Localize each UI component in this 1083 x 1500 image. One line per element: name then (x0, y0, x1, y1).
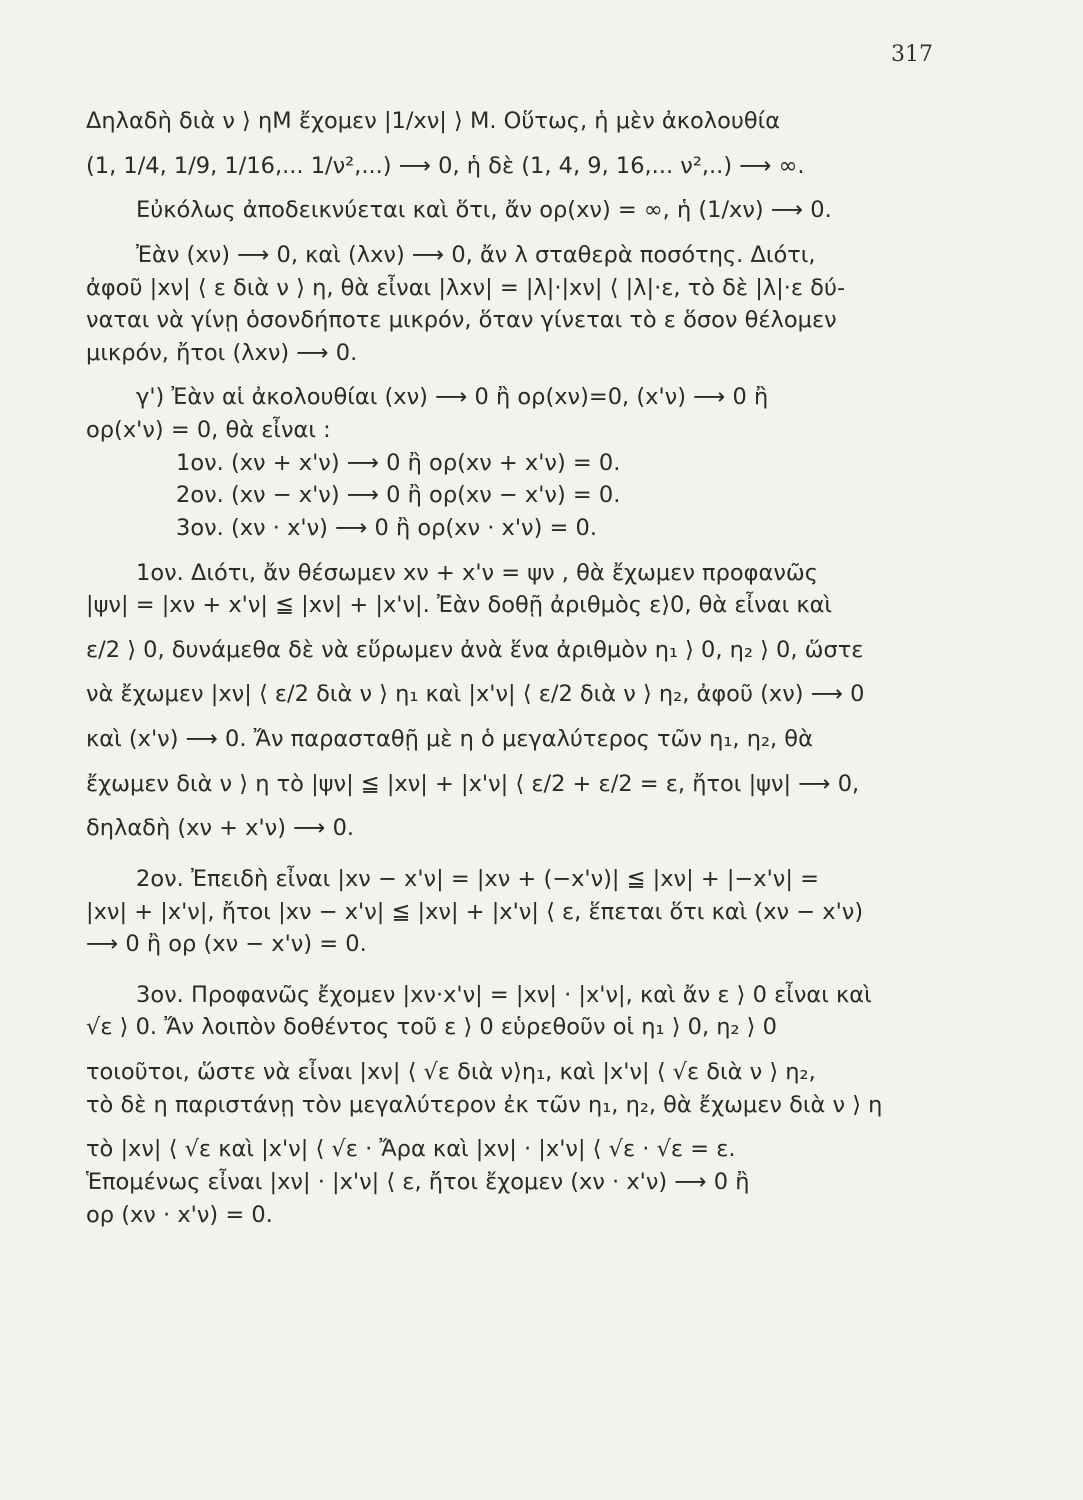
text-line: (1, 1/4, 1/9, 1/16,... 1/ν²,...) ⟶ 0, ἡ δὲ (1, 4, 9, 16,... ν²,..) ⟶ ∞. (86, 152, 805, 179)
text-line: 1ον. (xν + x'ν) ⟶ 0 ἢ ορ(xν + x'ν) = 0. (176, 449, 621, 476)
text-line: ορ (xν · x'ν) = 0. (86, 1201, 273, 1228)
text-line: τοιοῦτοι, ὥστε νὰ εἶναι |xν| ⟨ √ε διὰ ν⟩η₁, καὶ |x'ν| ⟨ √ε διὰ ν ⟩ η₂, (86, 1059, 816, 1085)
text-line: 2ον. Ἐπειδὴ εἶναι |xν − x'ν| = |xν + (−x'ν)| ≦ |xν| + |−x'ν| = (136, 865, 819, 892)
text-line: ἀφοῦ |xν| ⟨ ε διὰ ν ⟩ η, θὰ εἶναι |λxν| = |λ|·|xν| ⟨ |λ|·ε, τὸ δὲ |λ|·ε δύ- (86, 274, 846, 301)
text-line: 3ον. Προφανῶς ἔχομεν |xν·x'ν| = |xν| · |x'ν|, καὶ ἄν ε ⟩ 0 εἶναι καὶ (136, 981, 872, 1008)
text-line: καὶ (x'ν) ⟶ 0. Ἄν παρασταθῇ μὲ η ὁ μεγαλύτερος τῶν η₁, η₂, θὰ (86, 726, 813, 752)
text-line: ⟶ 0 ἢ ορ (xν − x'ν) = 0. (86, 931, 367, 958)
text-line: √ε ⟩ 0. Ἄν λοιπὸν δοθέντος τοῦ ε ⟩ 0 εὑρεθοῦν οἱ η₁ ⟩ 0, η₂ ⟩ 0 (86, 1014, 777, 1041)
text-line: 2ον. (xν − x'ν) ⟶ 0 ἢ ορ(xν − x'ν) = 0. (176, 482, 621, 509)
text-line: δηλαδὴ (xν + x'ν) ⟶ 0. (86, 815, 355, 842)
text-line: |xν| + |x'ν|, ἤτοι |xν − x'ν| ≦ |xν| + |x'ν| ⟨ ε, ἕπεται ὅτι καὶ (xν − x'ν) (86, 898, 864, 925)
page-number: 317 (891, 42, 933, 67)
text-line: γ') Ἐὰν αἱ ἀκολουθίαι (xν) ⟶ 0 ἢ ορ(xν)=0, (x'ν) ⟶ 0 ἢ (136, 384, 769, 411)
text-line: ἔχωμεν διὰ ν ⟩ η τὸ |ψν| ≦ |xν| + |x'ν| ⟨ ε/2 + ε/2 = ε, ἤτοι |ψν| ⟶ 0, (86, 770, 860, 797)
text-line: ορ(x'ν) = 0, θὰ εἶναι : (86, 417, 331, 443)
text-line: ε/2 ⟩ 0, δυνάμεθα δὲ νὰ εὕρωμεν ἀνὰ ἕνα ἀριθμὸν η₁ ⟩ 0, η₂ ⟩ 0, ὥστε (86, 636, 864, 663)
text-line: τὸ δὲ η παριστάνῃ τὸν μεγαλύτερον ἐκ τῶν η₁, η₂, θὰ ἔχωμεν διὰ ν ⟩ η (86, 1091, 883, 1118)
text-line: Ἐὰν (xν) ⟶ 0, καὶ (λxν) ⟶ 0, ἄν λ σταθερὰ ποσότης. Διότι, (136, 241, 816, 268)
text-line: 1ον. Διότι, ἄν θέσωμεν xν + x'ν = ψν , θὰ ἔχωμεν προφανῶς (136, 559, 818, 586)
text-line: Ἑπομένως εἶναι |xν| · |x'ν| ⟨ ε, ἤτοι ἔχομεν (xν · x'ν) ⟶ 0 ἢ (86, 1168, 750, 1195)
text-line: |ψν| = |xν + x'ν| ≦ |xν| + |x'ν|. Ἐὰν δοθῇ ἀριθμὸς ε⟩0, θὰ εἶναι καὶ (86, 592, 833, 619)
text-line: τὸ |xν| ⟨ √ε καὶ |x'ν| ⟨ √ε · Ἄρα καὶ |xν| · |x'ν| ⟨ √ε · √ε = ε. (86, 1136, 736, 1163)
text-line: Εὐκόλως ἀποδεικνύεται καὶ ὅτι, ἄν ορ(xν) = ∞, ἡ (1/xν) ⟶ 0. (136, 197, 832, 224)
text-line: Δηλαδὴ διὰ ν ⟩ ηΜ ἔχομεν |1/xν| ⟩ Μ. Οὕτως, ἡ μὲν ἀκολουθία (86, 108, 781, 134)
text-line: νὰ ἔχωμεν |xν| ⟨ ε/2 διὰ ν ⟩ η₁ καὶ |x'ν| ⟨ ε/2 διὰ ν ⟩ η₂, ἀφοῦ (xν) ⟶ 0 (86, 681, 865, 708)
text-line: ναται νὰ γίνῃ ὁσονδήποτε μικρόν, ὅταν γίνεται τὸ ε ὅσον θέλομεν (86, 307, 837, 334)
text-line: μικρόν, ἤτοι (λxν) ⟶ 0. (86, 339, 358, 366)
body-text (86, 105, 936, 1231)
text-line: 3ον. (xν · x'ν) ⟶ 0 ἢ ορ(xν · x'ν) = 0. (176, 514, 597, 541)
